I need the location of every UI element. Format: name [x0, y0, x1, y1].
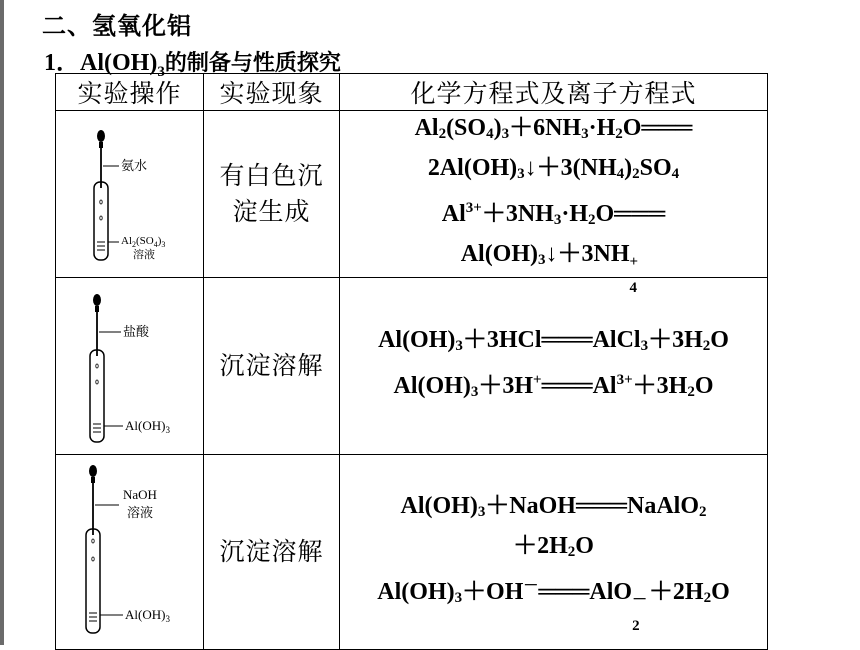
header-phenomenon: 实验现象 — [204, 74, 340, 111]
header-equation: 化学方程式及离子方程式 — [340, 74, 768, 111]
equation-line: $Al^{3+}+3NH_3\cdot H_2O═══$ — [441, 200, 666, 228]
page-right-margin — [840, 0, 860, 645]
phenomenon-cell: 沉淀溶解 — [204, 278, 340, 455]
diagram-label: 氨水 — [120, 158, 147, 173]
sub-title-number: 1． — [44, 50, 80, 76]
table-row — [56, 111, 768, 278]
diagram-label: $Al(OH)_3$ — [124, 418, 170, 435]
equation-line: $Al(OH)_3+NaOH═══NaAlO_2$ — [400, 493, 707, 520]
table-header-row — [56, 74, 768, 111]
equation-line: $Al(OH)_3↓+3NH$ + 4 — [460, 241, 639, 296]
experiment-table — [55, 73, 768, 650]
window-left-border — [0, 0, 4, 645]
operation-cell — [56, 278, 204, 455]
operation-cell — [56, 455, 204, 650]
equation-cell — [340, 278, 768, 455]
section-title: 二、氢氧化铝 — [42, 12, 192, 40]
equation-line: $+2H_2O$ — [513, 533, 594, 560]
equation-line: $2Al(OH)_3↓+3(NH_4)_2SO_4$ — [427, 155, 680, 182]
hydrochloric-acid-dropper-test-tube-icon — [57, 278, 203, 450]
diagram-label: 盐酸 — [122, 324, 149, 339]
phenomenon-cell: 有白色沉 淀生成 — [204, 111, 340, 278]
phenomenon-cell: 沉淀溶解 — [204, 455, 340, 650]
sub-title-formula-sub: 3 — [157, 63, 165, 80]
diagram-label: 溶液 — [132, 249, 155, 261]
header-operation: 实验操作 — [56, 74, 204, 111]
equation-cell — [340, 111, 768, 296]
sub-title-formula: Al(OH) — [80, 50, 158, 76]
equation-line: $Al(OH)_3+3HCl═══AlCl_3+3H_2O$ — [378, 327, 729, 354]
sub-title-text: 的制备与性质探究 — [164, 51, 341, 76]
equation-line: $Al(OH)_3+3H^+═══Al^{3+}+3H_2O$ — [393, 372, 714, 400]
table-row — [56, 455, 768, 650]
ammonia-dropper-test-tube-icon — [57, 122, 203, 262]
table-row — [56, 278, 768, 455]
diagram-label: 溶液 — [126, 505, 153, 520]
operation-cell — [56, 111, 204, 278]
equation-line: $Al_2(SO_4)_3+6NH_3\cdot H_2O═══$ — [414, 115, 693, 142]
equation-cell — [340, 455, 768, 650]
diagram-label: $Al(OH)_3$ — [124, 607, 170, 624]
equation-line: $Al(OH)_3+OH^-═══AlO$ － 2 $+2H_2O$ — [377, 578, 730, 634]
diagram-label: $Al_2(SO_4)_3$ — [120, 235, 165, 249]
naoh-dropper-test-tube-icon — [57, 455, 203, 645]
diagram-label: NaOH — [122, 487, 157, 502]
